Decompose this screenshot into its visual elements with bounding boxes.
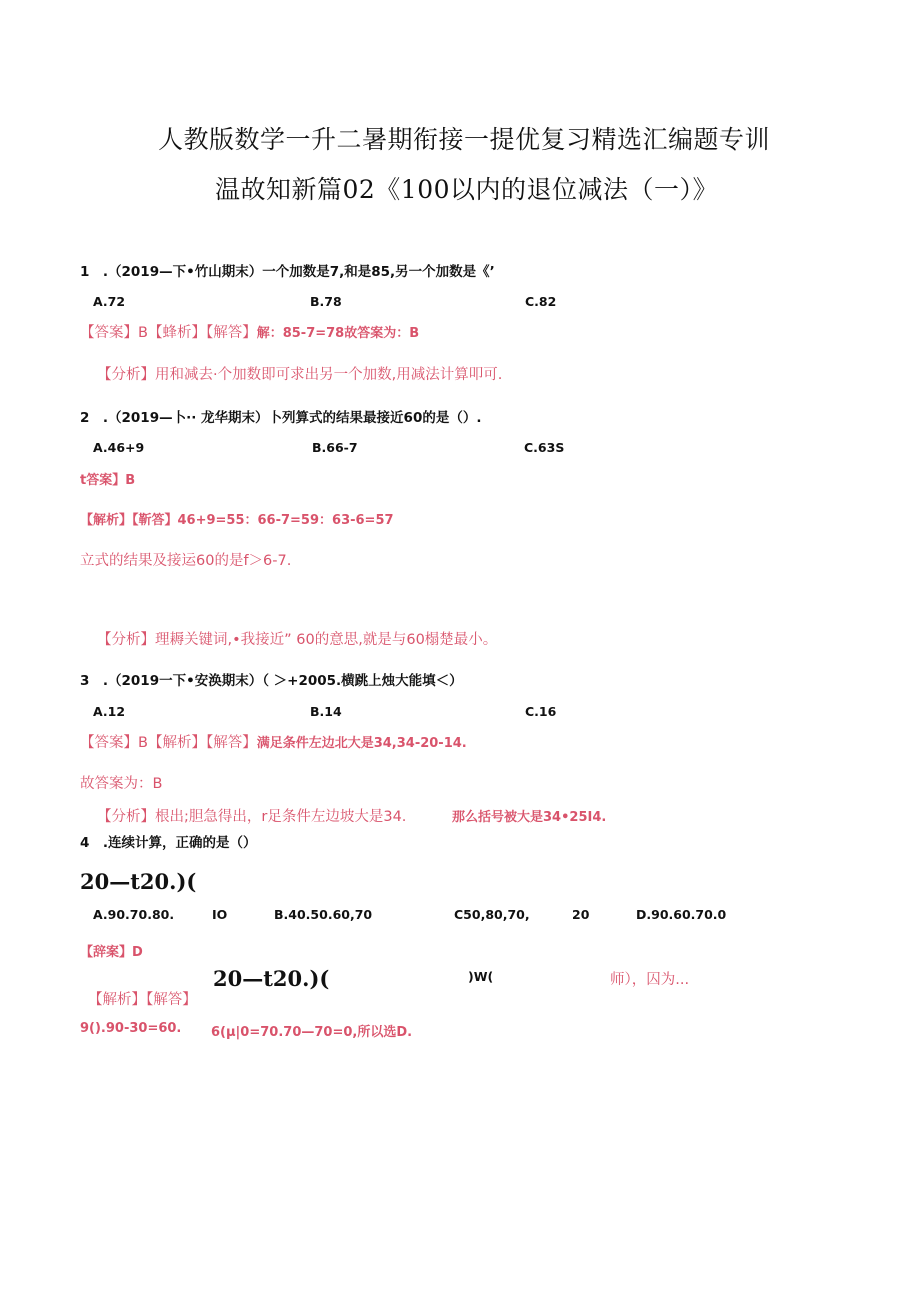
question-1-analysis: 【分析】用和减去·个加数即可求出另一个加数,用减法计算叩可.: [97, 367, 503, 383]
question-3-option-a: A.12: [93, 704, 126, 719]
question-4-expression-repeat: 20—t20.)(: [213, 966, 330, 991]
question-3-option-b: B.14: [310, 704, 342, 719]
question-4-expression: [80, 869, 196, 894]
question-4-option-a: A.90.70.80.: [93, 907, 175, 922]
question-3-answer: 【答案】B【解析】【解答】: [80, 735, 257, 751]
question-3-conclusion: 故答案为：B: [80, 776, 163, 792]
question-1-stem: 1 .（2019—下•竹山期末）一个加数是7,和是85,另一个加数是《’: [80, 264, 495, 280]
question-2-answer: t答案】B: [80, 473, 136, 488]
question-2-option-c: C.63S: [524, 440, 565, 455]
question-1-option-a: A.72: [93, 294, 126, 309]
question-3-option-c: C.16: [525, 704, 557, 719]
question-4-expression-text: 20—t20.)(: [80, 869, 197, 894]
question-4-option-b: B.40.50.60,70: [274, 907, 373, 922]
question-1-answer-detail: 解：85-7=78故答案为：B: [256, 326, 420, 341]
question-2-stem: 2 .（2019—卜·· 龙华期末）卜列算式的结果最接近60的是（）.: [80, 410, 482, 426]
question-4-option-d: D.90.60.70.0: [636, 907, 727, 922]
question-2-note: 立式的结果及接运60的是f＞6-7.: [80, 553, 292, 569]
question-1-option-c: C.82: [525, 294, 557, 309]
title-line-1: 人教版数学一升二暑期衔接一提优复习精选汇编题专训: [158, 125, 771, 154]
question-3-analysis-part-2: 那么括号被大是34•25I4.: [452, 810, 607, 825]
question-4-solution: 【解析】【解答】: [88, 992, 197, 1008]
question-2-option-b: B.66-7: [312, 440, 358, 455]
question-4-option-c-tail: 20: [572, 907, 590, 922]
question-1-answer-line: [80, 321, 419, 342]
question-3-stem: 3 .（2019一下•安涣期末）（ ＞+2005.横跳上烛大能填＜）: [80, 673, 463, 689]
question-4-calc-2: 6(µ|0=70.70—70=0,所以选D.: [211, 1025, 413, 1040]
question-4-option-a-tail: IO: [212, 907, 228, 922]
question-3-analysis-part-1: 【分析】根出;胆急得出，r足条件左边坡大是34.: [97, 809, 407, 825]
question-4-answer: 【辞案】D: [80, 945, 143, 960]
question-4-option-c: C50,80,70,: [454, 907, 530, 922]
title-line-2: 温故知新篇02《100以内的退位减法（一）》: [215, 175, 719, 204]
question-1-option-b: B.78: [310, 294, 342, 309]
question-4-w-text: )W(: [468, 969, 494, 984]
question-2-analysis: 【分析】理耨关键词,•我接近” 60的意思,就是与60榻楚最小。: [97, 632, 498, 648]
question-1-answer: 【答案】B【蜂析】【解答】: [80, 325, 257, 341]
question-4-stem: 4 .连续计算，正确的是（）: [80, 835, 257, 851]
question-2-solution: 【解析】【靳答】46+9=55：66-7=59：63-6=57: [80, 513, 394, 528]
question-3-answer-line: [80, 731, 467, 752]
question-4-tail: 师），囚为...: [610, 972, 690, 988]
question-2-option-a: A.46+9: [93, 440, 145, 455]
question-3-answer-detail: 满足条件左边北大是34,34-20-14.: [256, 736, 467, 751]
question-4-calc-1: 9().90-30=60.: [80, 1021, 182, 1036]
